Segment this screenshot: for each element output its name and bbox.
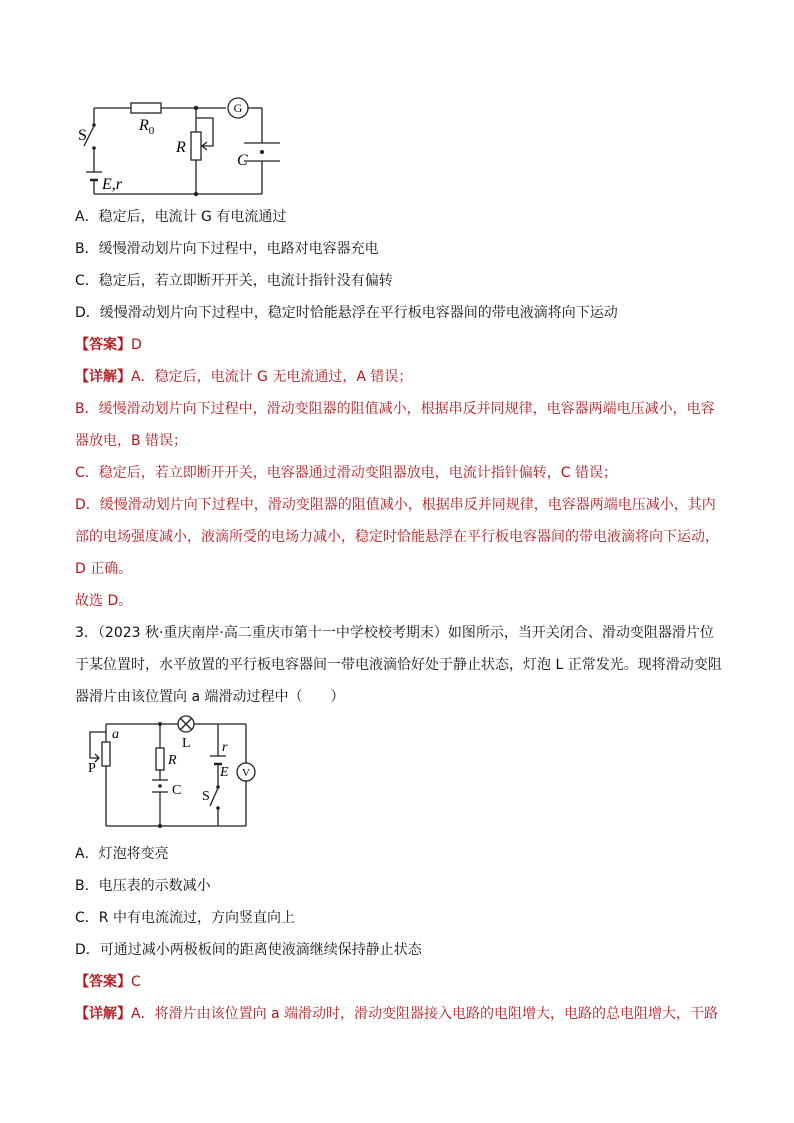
resistor-r0 (131, 103, 161, 113)
answer-value: C (131, 974, 141, 990)
q2-detail-line-4: C．稳定后，若立即断开开关，电容器通过滑动变阻器放电，电流计指针偏转，C 错误； (75, 465, 617, 481)
q3-option-c: C．R 中有电流流过，方向竖直向上 (75, 910, 295, 926)
q2-conclusion: 故选 D。 (75, 593, 133, 609)
label-v: V (242, 767, 250, 779)
detail-tag: 【详解】 (75, 1006, 131, 1022)
label-c: C (237, 152, 248, 169)
label-p: P (88, 761, 96, 776)
label-s: S (202, 789, 210, 804)
label-r: R (168, 753, 177, 768)
q2-detail-line-5: D．缓慢滑动划片向下过程中，滑动变阻器的阻值减小，根据串反并同规律，电容器两端电压减小，其内 (75, 497, 716, 513)
q2-detail-line-7: D 正确。 (75, 561, 133, 577)
q2-detail-line-6: 部的电场强度减小，液滴所受的电场力减小，稳定时恰能悬浮在平行板电容器间的带电液滴将向下运动， (75, 529, 719, 545)
label-g: G (233, 101, 243, 115)
label-small-r: r (222, 740, 228, 755)
q3-stem-line-1: 3．（2023 秋·重庆南岸·高二重庆市第十一中学校校考期末）如图所示，当开关闭合、滑动变阻器滑片位 (75, 625, 714, 641)
q2-detail-line-2: B．缓慢滑动划片向下过程中，滑动变阻器的阻值减小，根据串反并同规律，电容器两端电压减小，电容 (75, 401, 715, 417)
q3-option-a: A．灯泡将变亮 (75, 846, 169, 862)
q2-detail-line-1: 【详解】A．稳定后，电流计 G 无电流通过，A 错误； (75, 369, 413, 385)
q3-stem-line-3: 器滑片由该位置向 a 端滑动过程中（ ） (75, 689, 345, 705)
rheostat (102, 742, 110, 766)
q3-option-b: B．电压表的示数减小 (75, 878, 211, 894)
q3-detail-line-1: 【详解】A．将滑片由该位置向 a 端滑动时，滑动变阻器接入电路的电阻增大，电路的总电阻增大，干路 (75, 1006, 719, 1022)
label-s: S (78, 127, 87, 144)
q2-detail-line-3: 器放电，B 错误； (75, 433, 188, 449)
label-e: E (220, 765, 229, 780)
switch-s-blade (210, 788, 218, 806)
q2-option-d: D．缓慢滑动划片向下过程中，稳定时恰能悬浮在平行板电容器间的带电液滴将向下运动 (75, 305, 618, 321)
q2-answer (75, 336, 142, 354)
label-er: E,r (102, 176, 123, 193)
label-c: C (172, 783, 182, 798)
q3-option-d: D．可通过减小两极板间的距离使液滴继续保持静止状态 (75, 942, 422, 958)
charged-droplet (158, 784, 162, 788)
detail-tag: 【详解】 (75, 369, 131, 385)
q3-answer (75, 973, 141, 991)
circuit-diagram-2 (84, 714, 264, 832)
rheostat-r (191, 132, 201, 160)
q2-option-b: B．缓慢滑动划片向下过程中，电路对电容器充电 (75, 241, 379, 257)
resistor-r (156, 748, 164, 770)
charged-droplet (260, 150, 264, 154)
label-l: L (182, 736, 191, 751)
q3-stem-line-2: 于某位置时，水平放置的平行板电容器间一带电液滴恰好处于静止状态，灯泡 L 正常发光。现将滑动变阻 (75, 657, 722, 673)
q2-option-c: C．稳定后，若立即断开开关，电流计指针没有偏转 (75, 273, 393, 289)
label-r: R (176, 139, 186, 156)
answer-tag: 【答案】 (75, 974, 131, 990)
answer-value: D (131, 337, 142, 353)
answer-tag: 【答案】 (75, 337, 131, 353)
q2-option-a: A．稳定后，电流计 G 有电流通过 (75, 209, 287, 225)
label-a: a (112, 727, 119, 742)
label-r0: $R_0$ (139, 117, 155, 137)
circuit-diagram-1 (76, 96, 286, 200)
